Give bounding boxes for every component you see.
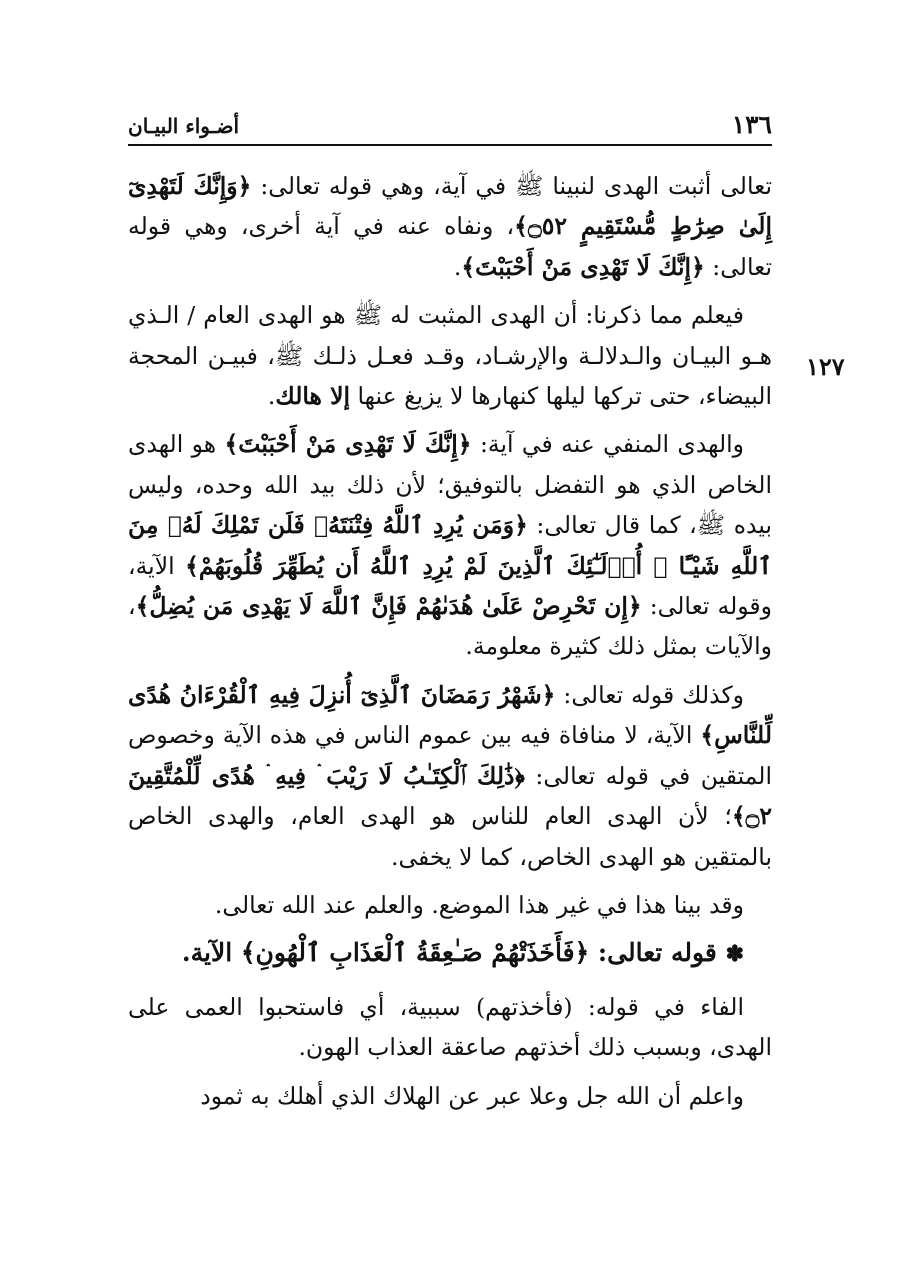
body-text — [128, 166, 772, 1124]
bold-text: إلا هالك — [275, 382, 351, 411]
paragraph-4 — [128, 675, 772, 877]
quran-verse: ﴿ذَٰلِكَ ٱلْكِتَـٰبُ لَا رَيْبَ ۛ فِيهِ ۛ هُدًى لِّلْمُتَّقِينَ ۝٢﴾ — [128, 761, 772, 831]
paragraph-1 — [128, 166, 772, 287]
paragraph-3 — [128, 424, 772, 666]
paragraph-7 — [128, 1076, 772, 1116]
paragraph-6 — [128, 987, 772, 1068]
quran-verse: ﴿وَإِنَّكَ لَتَهْدِىٓ إِلَىٰ صِرَٰطٍ مُّسْتَقِيمٍ ۝٥٢﴾ — [128, 172, 772, 241]
quran-verse: ﴿إِنَّكَ لَا تَهْدِى مَنْ أَحْبَبْتَ﴾ — [224, 430, 472, 459]
quran-verse: ﴿فَأَخَذَتْهُمْ صَـٰعِقَةُ ٱلْعَذَابِ ٱلْهُونِ﴾ — [240, 938, 590, 968]
heading-label: قوله تعالى: — [589, 938, 717, 968]
text: واعلم أن الله جل وعلا عبر عن الهلاك الذي أهلك به ثمود — [200, 1081, 744, 1110]
text: . — [267, 382, 276, 411]
paragraph-2 — [128, 295, 772, 416]
text: والهدى المنفي عنه في آية: — [471, 430, 744, 459]
quran-verse: ﴿وَمَن يُرِدِ ٱللَّهُ فِتْنَتَهُۥ فَلَن تَمْلِكَ لَهُۥ مِنَ ٱللَّهِ شَيْـًٔا ۚ أُو۟لَـٰٓئِكَ ٱلَّذِينَ لَمْ يُرِدِ ٱللَّهُ أَن يُطَهِّرَ قُلُوبَهُمْ﴾ — [128, 511, 772, 580]
page-header — [128, 108, 772, 146]
page-number: ١٣٦ — [731, 110, 772, 139]
text: ، والآيات بمثل ذلك كثيرة معلومة. — [128, 592, 772, 661]
text: . — [453, 252, 462, 281]
star-icon: ✽ — [725, 941, 744, 968]
margin-page-reference: ١٢٧ — [806, 352, 845, 381]
quran-verse: ﴿إِنَّكَ لَا تَهْدِى مَنْ أَحْبَبْتَ﴾ — [461, 252, 705, 281]
quran-verse: ﴿إِن تَحْرِصْ عَلَىٰ هُدَىٰهُمْ فَإِنَّ ٱللَّهَ لَا يَهْدِى مَن يُضِلُّ﴾ — [135, 592, 642, 621]
heading-tail: الآية. — [181, 938, 241, 968]
text: الآية، لا منافاة فيه بين عموم الناس في هذه الآية وخصوص المتقين في قوله تعالى: — [128, 721, 772, 790]
text: الآية، وقوله تعالى: — [128, 551, 772, 621]
text: وكذلك قوله تعالى: — [555, 680, 744, 709]
text: وقد بينا هذا في غير هذا الموضع. والعلم عند الله تعالى. — [214, 890, 744, 919]
text: ؛ لأن الهدى العام للناس هو الهدى العام، والهدى الخاص بالمتقين هو الهدى الخاص، كما لا يخفى. — [128, 802, 772, 871]
quran-verse: ﴿شَهْرُ رَمَضَانَ ٱلَّذِىٓ أُنزِلَ فِيهِ ٱلْقُرْءَانُ هُدًى لِّلنَّاسِ﴾ — [128, 680, 772, 750]
paragraph-5 — [128, 885, 772, 925]
text: تعالى أثبت الهدى لنبينا ﷺ في آية، وهي قوله تعالى: — [251, 172, 772, 200]
text: ، ونفاه عنه في آية أخرى، وهي قوله تعالى: — [128, 212, 772, 281]
text: فيعلم مما ذكرنا: أن الهدى المثبت له ﷺ هو الهدى العام / الـذي هـو البيـان والـدلالـة والإرشـاد، وقـد فعـل ذلـك ﷺ، فبيـن المحجة البيضاء، حتى تركها ليلها كنهارها لا يزيغ عنها — [128, 301, 772, 411]
text: الفاء في قوله: (فأخذتهم) سببية، أي فاستحبوا العمى على الهدى، وبسبب ذلك أخذتهم صاعقة العذاب الهون. — [128, 992, 772, 1062]
section-heading — [128, 933, 772, 974]
book-title: أضـواء البيـان — [128, 114, 240, 138]
text: هو الهدى الخاص الذي هو التفضل بالتوفيق؛ لأن ذلك بيد الله وحده، وليس بيده ﷺ، كما قال تعالى: — [128, 430, 772, 540]
